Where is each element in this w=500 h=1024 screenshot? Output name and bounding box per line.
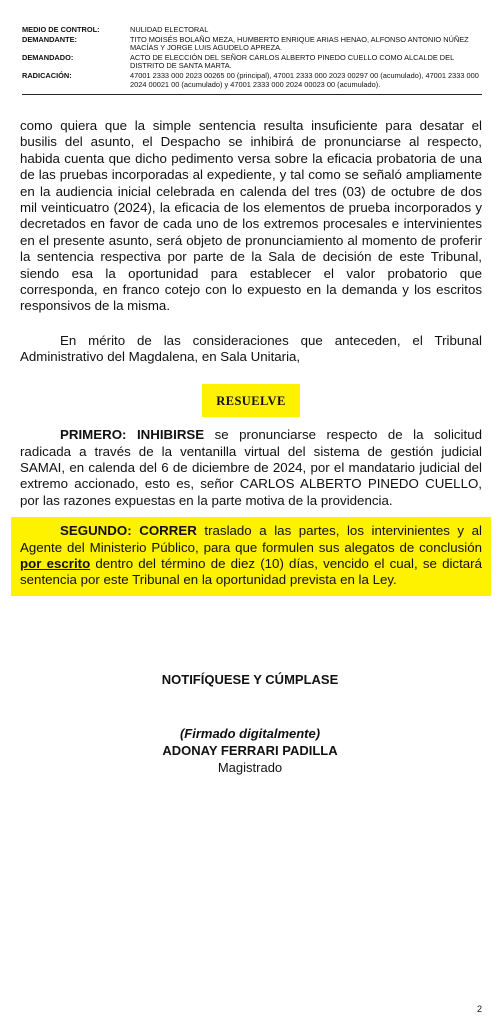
header-label: DEMANDANTE: bbox=[22, 34, 78, 44]
paragraph-segundo bbox=[20, 523, 482, 589]
header-value: NULIDAD ELECTORAL bbox=[130, 25, 209, 34]
header-value: 47001 2333 000 2023 00265 00 (principal), 47001 2333 000 2023 00297 00 (acumulado), 47001 2333 000 2024 00021 00 (acumulado) y 47001 2333 000 2024 00023 00 (acumulado). bbox=[130, 70, 479, 89]
paragraph-merito: En mérito de las consideraciones que anteceden, el Tribunal Administrativo del Magdalena, en Sala Unitaria, bbox=[20, 332, 482, 365]
segundo-lead: SEGUNDO: CORRER bbox=[60, 523, 197, 539]
page-number: 2 bbox=[476, 1004, 482, 1014]
header-label: MEDIO DE CONTROL: bbox=[22, 25, 100, 34]
segundo-text-1: traslado a las partes, los intervinientes y al Agente del Ministerio Público, para que formulen sus alegatos de conclusión bbox=[20, 523, 482, 555]
header-value: TITO MOISÉS BOLAÑO MEZA, HUMBERTO ENRIQUE ARIAS HENAO, ALFONSO ANTONIO NÚÑEZ MACÍAS Y JORGE LUIS AGUDELO APREZA. bbox=[130, 34, 469, 53]
signature-role: Magistrado bbox=[217, 760, 283, 775]
header-row-medio bbox=[22, 26, 482, 35]
header-label: RADICACIÓN: bbox=[22, 70, 72, 80]
paragraph-considerations: como quiera que la simple sentencia resulta insuficiente para desatar el busilis del asunto, el Despacho se inhibirá de pronunciarse al respecto, habida cuenta que dicho pedimento versa sobre la eficacia probatoria de una de las pruebas incorporadas al expediente, y tal como se señaló ampliamente en la audiencia inicial celebrada en calenda del tres (03) de octubre de dos mil veinticuatro (2024), la eficacia de los elementos de prueba incorporados y decretados en favor de cada uno de los extremos procesales e intervinientes en el presente asunto, será objeto de pronunciamiento al momento de proferir la sentencia respectiva por parte de la Sala de decisión de este Tribunal, siendo esa la oportunidad para establecer el valor probatorio que corresponda, en franco cotejo con lo expuesto en la demanda y los escritos responsivos de la misma. bbox=[20, 118, 482, 314]
highlighted-segundo bbox=[11, 517, 491, 596]
primero-lead: PRIMERO: INHIBIRSE bbox=[60, 427, 205, 443]
header-value: ACTO DE ELECCIÓN DEL SEÑOR CARLOS ALBERTO PINEDO CUELLO COMO ALCALDE DEL DISTRITO DE SANTA MARTA. bbox=[130, 52, 454, 71]
segundo-text-2: dentro del término de diez (10) días, vencido el cual, se dictará sentencia por este Tribunal en la oportunidad prevista en la Ley. bbox=[20, 555, 482, 588]
signature-name: ADONAY FERRARI PADILLA bbox=[162, 743, 338, 758]
paragraph-primero bbox=[20, 427, 482, 509]
closing-notify: NOTIFÍQUESE Y CÚMPLASE bbox=[161, 672, 339, 687]
header-row-demandante bbox=[22, 36, 482, 53]
header-label: DEMANDADO: bbox=[22, 52, 74, 62]
document-body bbox=[20, 118, 482, 596]
signature-block bbox=[0, 725, 500, 776]
header-row-demandado bbox=[22, 54, 482, 71]
segundo-underlined: por escrito bbox=[20, 555, 91, 571]
resuelve-heading: RESUELVE bbox=[202, 384, 299, 417]
signature-note: (Firmado digitalmente) bbox=[179, 726, 321, 741]
header-row-radicacion bbox=[22, 72, 482, 89]
primero-text: se pronunciarse respecto de la solicitud radicada a través de la ventanilla virtual del sistema de gestión judicial SAMAI, en calenda del 6 de diciembre de 2024, por el mandatario judicial del extremo accionado, esto es, señor CARLOS ALBERTO PINEDO CUELLO, por las razones expuestas en la parte motiva de la providencia. bbox=[20, 427, 482, 508]
case-header bbox=[22, 26, 482, 95]
resuelve-wrap bbox=[20, 384, 482, 417]
